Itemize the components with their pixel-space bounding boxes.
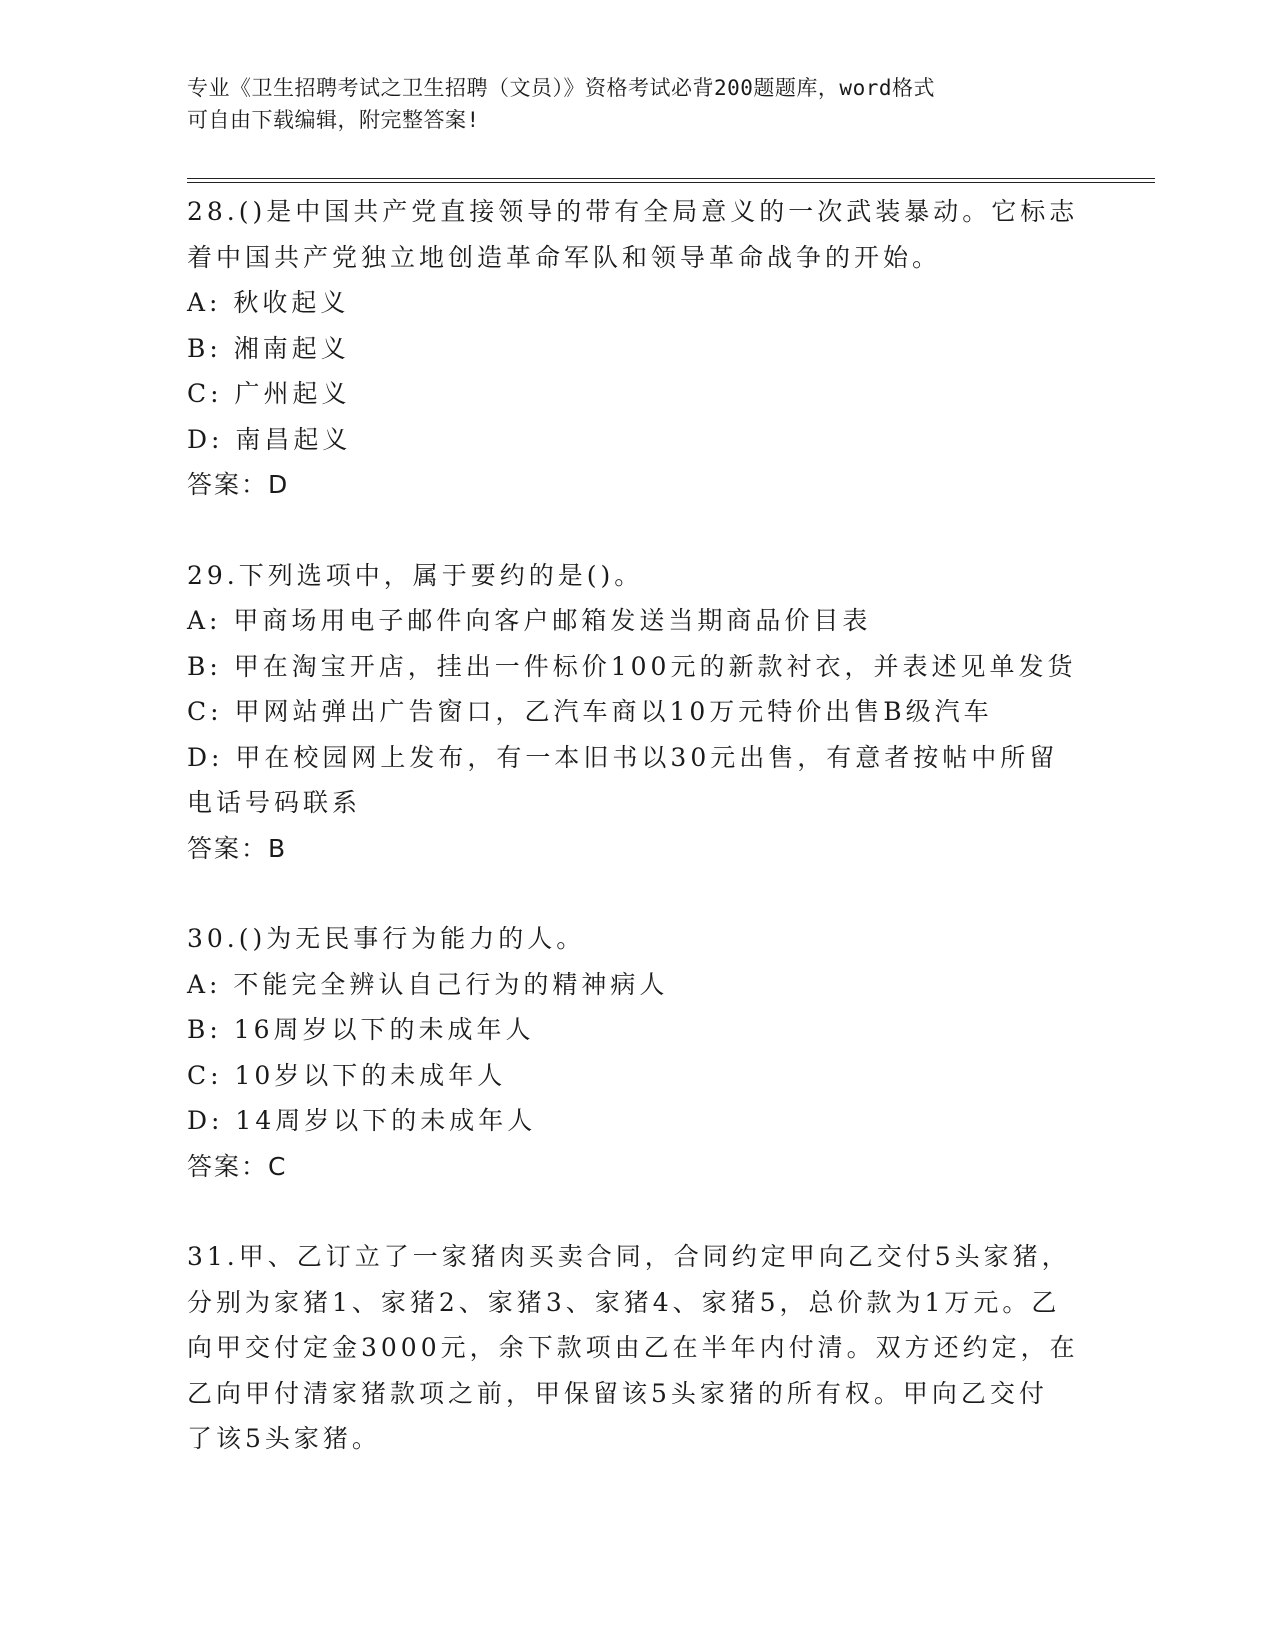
option-c: C: 甲网站弹出广告窗口，乙汽车商以10万元特价出售B级汽车 bbox=[187, 697, 993, 726]
header-line-2: 可自由下载编辑，附完整答案! bbox=[187, 108, 480, 132]
option-b: B: 甲在淘宝开店，挂出一件标价100元的新款衬衣，并表述见单发货 bbox=[187, 651, 1077, 681]
header-line-1: 专业《卫生招聘考试之卫生招聘（文员）》资格考试必背200题题库，word格式 bbox=[187, 76, 935, 100]
question-31 bbox=[187, 1234, 1087, 1462]
answer: 答案：C bbox=[187, 1151, 288, 1181]
header-divider bbox=[187, 178, 1155, 183]
document-header bbox=[187, 72, 1067, 136]
question-list bbox=[187, 189, 1087, 1507]
option-a: A: 秋收起义 bbox=[187, 288, 350, 317]
option-d-continued: 电话号码联系 bbox=[187, 788, 362, 817]
question-30 bbox=[187, 916, 1087, 1189]
option-a: A: 甲商场用电子邮件向客户邮箱发送当期商品价目表 bbox=[187, 606, 872, 635]
option-b: B: 16周岁以下的未成年人 bbox=[187, 1015, 535, 1044]
option-d: D: 南昌起义 bbox=[187, 424, 352, 454]
option-c: C: 10岁以下的未成年人 bbox=[187, 1060, 507, 1090]
question-stem: 分别为家猪1、家猪2、家猪3、家猪4、家猪5，总价款为1万元。乙 bbox=[187, 1287, 1061, 1317]
option-a: A: 不能完全辨认自己行为的精神病人 bbox=[187, 969, 669, 999]
answer: 答案：D bbox=[187, 470, 290, 499]
question-stem: 29.下列选项中，属于要约的是()。 bbox=[187, 560, 644, 590]
question-stem: 了该5头家猪。 bbox=[187, 1424, 381, 1453]
question-stem: 30.()为无民事行为能力的人。 bbox=[187, 924, 586, 953]
question-29 bbox=[187, 553, 1087, 872]
option-b: B: 湘南起义 bbox=[187, 333, 350, 363]
answer: 答案：B bbox=[187, 833, 288, 863]
question-stem: 向甲交付定金3000元，余下款项由乙在半年内付清。双方还约定，在 bbox=[187, 1333, 1079, 1362]
question-stem: 着中国共产党独立地创造革命军队和领导革命战争的开始。 bbox=[187, 242, 942, 272]
question-28 bbox=[187, 189, 1087, 508]
question-stem: 31.甲、乙订立了一家猪肉买卖合同，合同约定甲向乙交付5头家猪， bbox=[187, 1242, 1071, 1271]
option-c: C: 广州起义 bbox=[187, 379, 351, 408]
option-d: D: 14周岁以下的未成年人 bbox=[187, 1106, 537, 1135]
question-stem: 乙向甲付清家猪款项之前，甲保留该5头家猪的所有权。甲向乙交付 bbox=[187, 1378, 1048, 1408]
question-stem: 28.()是中国共产党直接领导的带有全局意义的一次武装暴动。它标志 bbox=[187, 197, 1079, 226]
option-d: D: 甲在校园网上发布，有一本旧书以30元出售，有意者按帖中所留 bbox=[187, 742, 1059, 772]
